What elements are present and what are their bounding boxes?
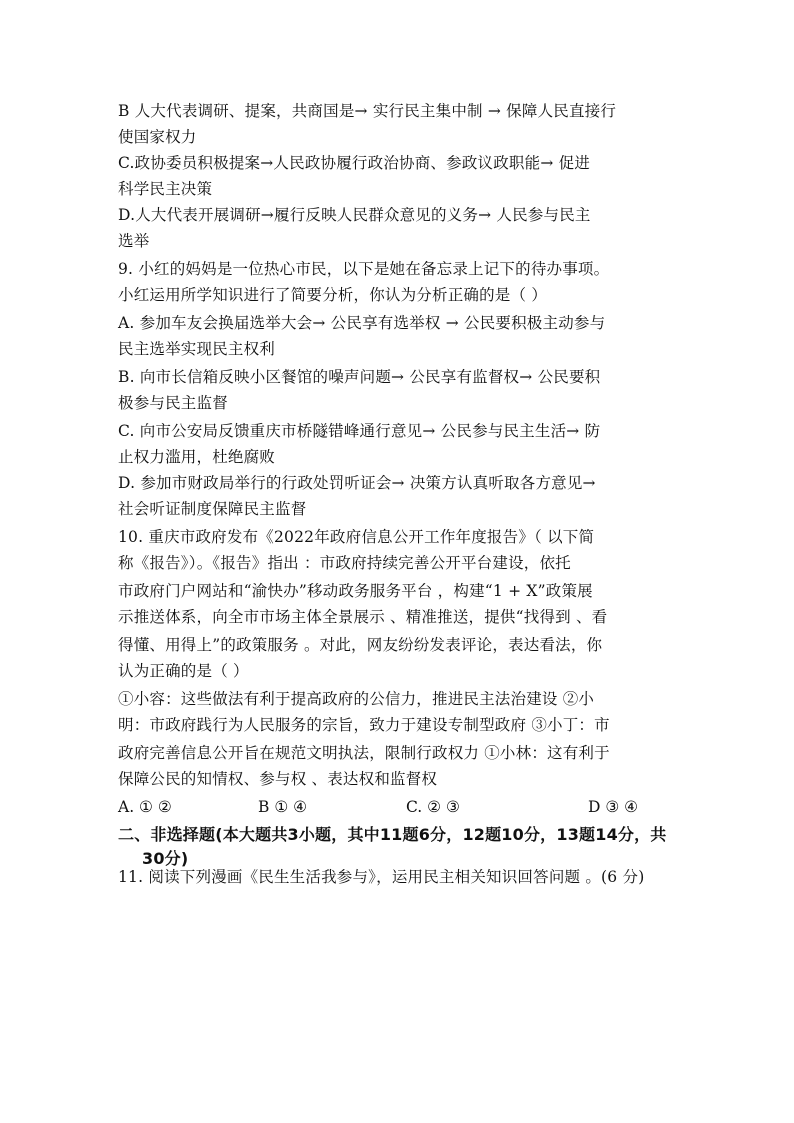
q10-choice-c: C. ② ③	[406, 798, 460, 816]
q10-choice-d: D ③ ④	[588, 798, 639, 816]
q10-stem-line4: 示推送体系，向全市市场主体全景展示 、精准推送，提供“找得到 、看	[118, 608, 608, 626]
q10-statements-line3: 政府完善信息公开旨在规范文明执法，限制行政权力 ①小林：这有利于	[118, 744, 610, 762]
q10-choice-a: A. ① ②	[118, 798, 172, 816]
q8-option-d-line2: 选举	[118, 232, 150, 250]
q8-option-c-line1: C.政协委员积极提案→人民政协履行政治协商、参政议政职能→ 促进	[118, 154, 591, 172]
q9-option-b-line2: 极参与民主监督	[118, 394, 228, 412]
q10-choice-b: B ① ④	[258, 798, 308, 816]
q9-option-c-line2: 止权力滥用，杜绝腐败	[118, 448, 276, 466]
q10-stem-line6: 认为正确的是（ ）	[118, 662, 249, 680]
q11-stem: 11. 阅读下列漫画《民生生活我参与》，运用民主相关知识回答问题 。(6 分)	[118, 868, 645, 886]
q9-option-d-line2: 社会听证制度保障民主监督	[118, 500, 307, 518]
q9-stem-line1: 9. 小红的妈妈是一位热心市民，以下是她在备忘录上记下的待办事项。	[118, 260, 610, 278]
q8-option-c-line2: 科学民主决策	[118, 180, 213, 198]
q10-statements-line1: ①小容：这些做法有利于提高政府的公信力，推进民主法治建设 ②小	[118, 690, 595, 708]
q9-option-a-line1: A. 参加车友会换届选举大会→ 公民享有选举权 → 公民要积极主动参与	[118, 314, 606, 332]
section-heading-line1: 二、非选择题(本大题共3小题，其中11题6分，12题10分，13题14分，共	[118, 825, 667, 844]
q10-stem-line1: 10. 重庆市政府发布《2022年政府信息公开工作年度报告》（ 以下简	[118, 528, 595, 546]
q9-stem-line2: 小红运用所学知识进行了简要分析，你认为分析正确的是（ ）	[118, 286, 548, 304]
q9-option-d-line1: D. 参加市财政局举行的行政处罚听证会→ 决策方认真听取各方意见→	[118, 474, 596, 492]
q9-option-c-line1: C. 向市公安局反馈重庆市桥隧错峰通行意见→ 公民参与民主生活→ 防	[118, 422, 601, 440]
q8-option-b-line1: B 人大代表调研、提案，共商国是→ 实行民主集中制 → 保障人民直接行	[118, 102, 617, 120]
q8-option-b-line2: 使国家权力	[118, 128, 197, 146]
q10-statements-line4: 保障公民的知情权、参与权 、表达权和监督权	[118, 770, 438, 788]
q9-option-b-line1: B. 向市长信箱反映小区餐馆的噪声问题→ 公民享有监督权→ 公民要积	[118, 368, 601, 386]
q10-stem-line3: 市政府门户网站和“渝快办”移动政务服务平台 ，构建“1 + X”政策展	[118, 582, 593, 600]
q8-option-d-line1: D.人大代表开展调研→履行反映人民群众意见的义务→ 人民参与民主	[118, 206, 591, 224]
q10-stem-line2: 称《报告》）。《报告》指出 ：市政府持续完善公开平台建设，依托	[118, 554, 571, 572]
q9-option-a-line2: 民主选举实现民主权利	[118, 340, 276, 358]
section-heading-line2: 30分)	[142, 849, 189, 868]
q10-stem-line5: 得懂、用得上”的政策服务 。对此，网友纷纷发表评论，表达看法，你	[118, 636, 603, 654]
q10-statements-line2: 明：市政府践行为人民服务的宗旨，致力于建设专制型政府 ③小丁：市	[118, 716, 610, 734]
